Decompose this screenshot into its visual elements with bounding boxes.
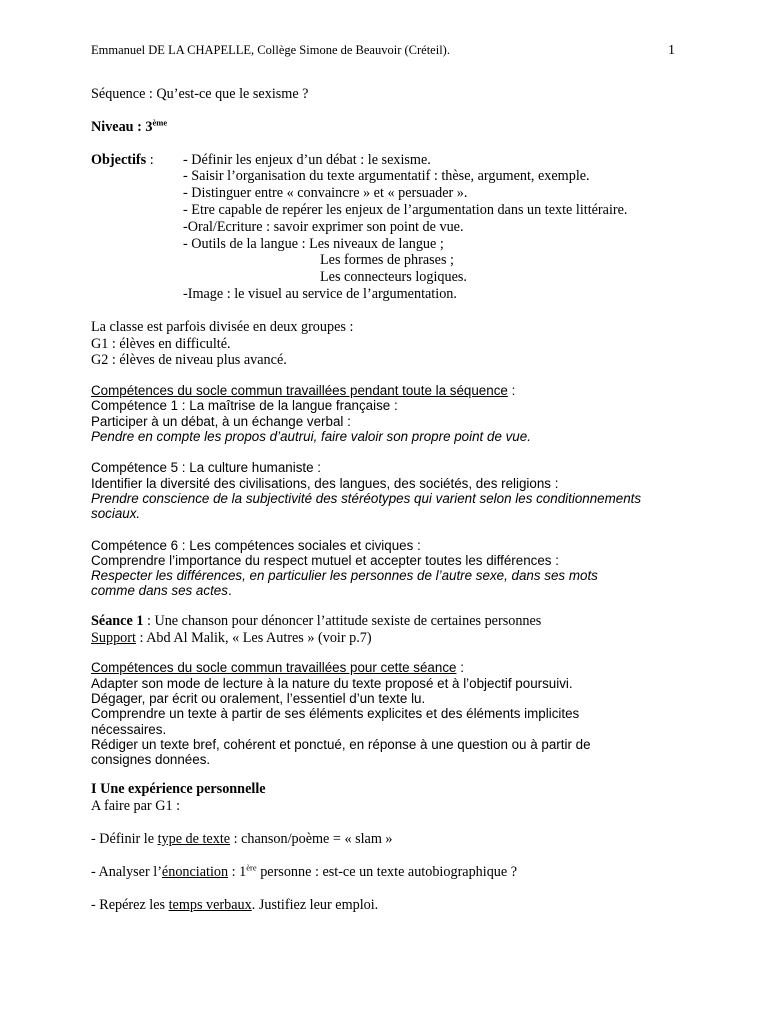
niveau <box>91 119 731 136</box>
sequence-title: Séquence : Qu’est-ce que le sexisme ? <box>91 86 309 102</box>
competence-5-italic-cont: sociaux. <box>91 506 141 522</box>
objectif-item: -Image : le visuel au service de l’argumentation. <box>183 285 457 302</box>
competence-1-italic: Pendre en compte les propos d’autrui, faire valoir son propre point de vue. <box>91 429 531 445</box>
socle-seance-heading: Compétences du socle commun travaillées pour cette séance : <box>91 660 464 676</box>
groupe-g1: G1 : élèves en difficulté. <box>91 335 231 352</box>
objectifs-list <box>183 152 731 303</box>
competence-1-title: Compétence 1 : La maîtrise de la langue française : <box>91 398 398 414</box>
niveau-label: Niveau : 3 <box>91 118 153 135</box>
competence-6-line: Comprendre l’importance du respect mutuel et accepter toutes les différences : <box>91 552 559 568</box>
competence-5-italic: Prendre conscience de la subjectivité des stéréotypes qui varient selon les conditionnements <box>91 490 642 506</box>
competence-6-italic: Respecter les différences, en particulier les personnes de l’autre sexe, dans ses mots <box>91 568 598 584</box>
objectif-langue-item: Les connecteurs logiques. <box>320 269 467 286</box>
question-type-texte: - Définir le type de texte : chanson/poème = « slam » <box>91 830 393 847</box>
socle-sequence-heading: Compétences du socle commun travaillées pendant toute la séquence : <box>91 383 516 399</box>
objectif-item: - Outils de la langue : Les niveaux de langue ; <box>183 235 444 252</box>
page-number: 1 <box>668 43 675 58</box>
objectif-item: - Etre capable de repérer les enjeux de l’argumentation dans un texte littéraire. <box>183 201 628 218</box>
question-enonciation: - Analyser l’énonciation : 1ère personne : est-ce un texte autobiographique ? <box>91 862 518 880</box>
objectifs-label: Objectifs <box>91 151 147 168</box>
groupe-g2: G2 : élèves de niveau plus avancé. <box>91 352 287 369</box>
niveau-sup: ème <box>152 117 168 128</box>
socle-seance-line: Dégager, par écrit ou oralement, l’essentiel d’un texte lu. <box>91 690 426 706</box>
partie-1-title: I Une expérience personnelle <box>91 781 266 798</box>
socle-seance-line: Rédiger un texte bref, cohérent et ponctué, en réponse à une question ou à partir de <box>91 736 591 752</box>
objectif-item: - Distinguer entre « convaincre » et « persuader ». <box>183 185 468 202</box>
objectifs-block <box>91 152 731 303</box>
objectif-item: - Saisir l’organisation du texte argumentatif : thèse, argument, exemple. <box>183 168 590 185</box>
socle-seance-line: Comprendre un texte à partir de ses éléments explicites et des éléments implicites <box>91 706 580 722</box>
competence-5-title: Compétence 5 : La culture humaniste : <box>91 460 322 476</box>
socle-seance-line: nécessaires. <box>91 721 167 737</box>
socle-seance-line: consignes données. <box>91 752 211 768</box>
question-temps-verbaux: - Repérez les temps verbaux. Justifiez leur emploi. <box>91 896 379 913</box>
objectif-item: -Oral/Ecriture : savoir exprimer son point de vue. <box>183 218 464 235</box>
objectif-item: - Définir les enjeux d’un débat : le sexisme. <box>183 151 431 168</box>
socle-sequence-block <box>91 383 731 613</box>
groupes-intro: La classe est parfois divisée en deux groupes : <box>91 318 354 335</box>
seance-1-support: Support : Abd Al Malik, « Les Autres » (voir p.7) <box>91 629 372 646</box>
competence-5-line: Identifier la diversité des civilisations, des langues, des sociétés, des religions : <box>91 475 559 491</box>
document-body <box>91 86 731 913</box>
socle-seance-line: Adapter son mode de lecture à la nature du texte proposé et à l’objectif poursuivi. <box>91 675 573 691</box>
objectifs-sep: : <box>146 151 154 168</box>
socle-seance-block <box>91 660 731 781</box>
seance-1-title: Séance 1 : Une chanson pour dénoncer l’attitude sexiste de certaines personnes <box>91 612 542 629</box>
competence-1-line: Participer à un débat, à un échange verbal : <box>91 413 351 429</box>
partie-1-afaire: A faire par G1 : <box>91 798 181 815</box>
competence-6-title: Compétence 6 : Les compétences sociales et civiques : <box>91 537 421 553</box>
page-header: Emmanuel DE LA CHAPELLE, Collège Simone de Beauvoir (Créteil). <box>91 43 450 57</box>
objectif-langue-item: Les formes de phrases ; <box>320 252 454 269</box>
competence-6-italic-cont: comme dans ses actes. <box>91 583 232 599</box>
